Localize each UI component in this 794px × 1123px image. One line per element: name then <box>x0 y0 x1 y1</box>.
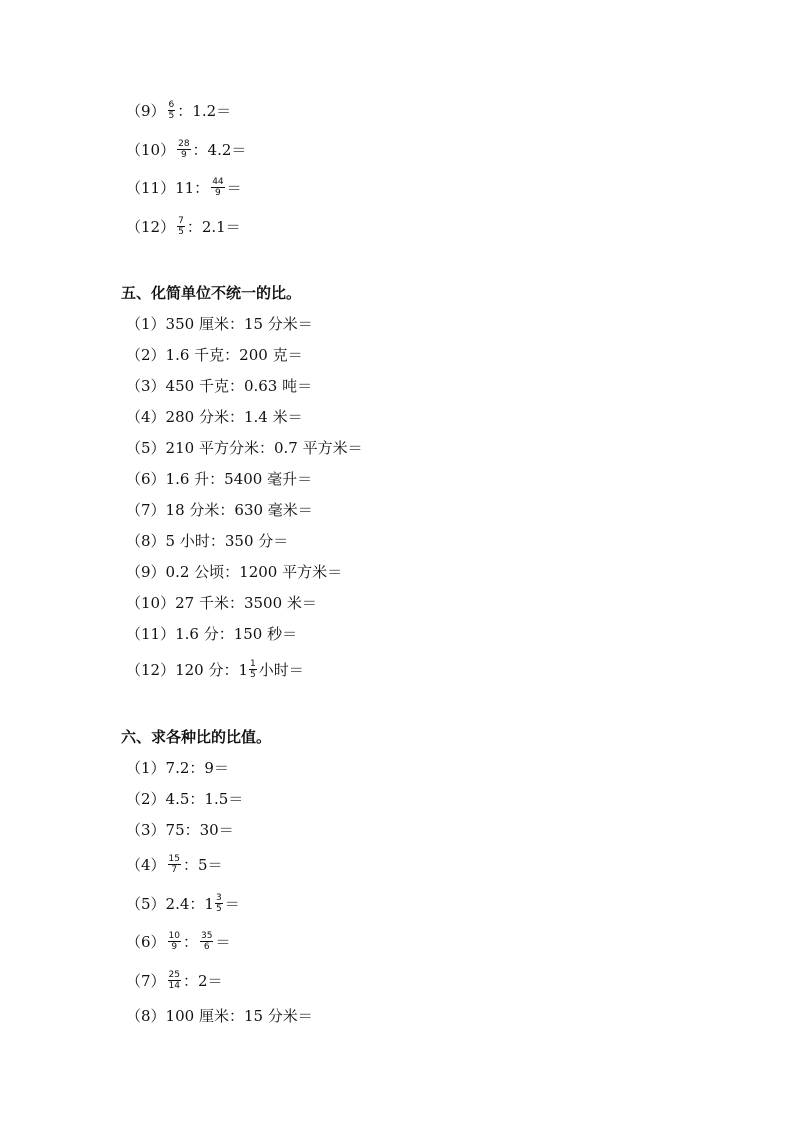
fraction-numerator: 3 <box>215 893 222 903</box>
item-index: （1） <box>126 759 166 777</box>
problem-item <box>126 820 234 840</box>
fraction-denominator: 7 <box>171 865 178 875</box>
item-prefix: 2.4： <box>165 894 205 913</box>
fraction-denominator: 9 <box>171 942 178 952</box>
fraction-numerator: 44 <box>212 177 224 187</box>
item-rest: ：2.1＝ <box>186 217 241 236</box>
item-index: （12） <box>126 660 176 679</box>
item-text: 100 厘米：15 分米＝ <box>165 1007 313 1025</box>
item-text: 27 千米：3500 米＝ <box>175 594 317 612</box>
item-index: （10） <box>126 140 176 159</box>
problem-item <box>126 345 303 365</box>
item-index: （6） <box>126 470 166 488</box>
item-prefix: 120 分： <box>175 660 239 679</box>
problem-item <box>126 100 231 121</box>
item-index: （3） <box>126 377 166 395</box>
item-index: （8） <box>126 532 166 550</box>
problem-item <box>126 659 304 680</box>
item-index: （9） <box>126 563 166 581</box>
fraction-numerator: 25 <box>168 970 180 980</box>
fraction <box>249 659 257 680</box>
fraction <box>168 970 181 991</box>
problem-item <box>126 216 241 237</box>
item-rest: 小时＝ <box>258 660 304 679</box>
item-index: （11） <box>126 178 176 197</box>
item-rest: ＝ <box>215 932 231 951</box>
item-index: （4） <box>126 408 166 426</box>
problem-item <box>126 531 288 551</box>
fraction <box>168 931 181 952</box>
item-index: （9） <box>126 101 166 120</box>
item-rest: ：2＝ <box>183 971 223 990</box>
problem-item <box>126 593 317 613</box>
item-prefix: 11： <box>175 178 210 197</box>
fraction-numerator: 7 <box>178 216 184 226</box>
problem-item <box>126 758 229 778</box>
fraction-denominator: 5 <box>168 111 175 121</box>
fraction-numerator: 10 <box>168 931 180 941</box>
item-text: 280 分米：1.4 米＝ <box>165 408 303 426</box>
section-heading: 五、化简单位不统一的比。 <box>121 284 302 302</box>
fraction <box>177 216 185 237</box>
item-index: （2） <box>126 790 166 808</box>
item-text: 4.5：1.5＝ <box>165 790 244 808</box>
fraction <box>215 893 223 914</box>
problem-item <box>126 438 363 458</box>
problem-item <box>126 314 313 334</box>
problem-item <box>126 1006 313 1026</box>
section-heading: 六、求各种比的比值。 <box>121 728 272 746</box>
item-text: 18 分米：630 毫米＝ <box>165 501 313 519</box>
item-text: 210 平方分米：0.7 平方米＝ <box>165 439 363 457</box>
mixed-number <box>239 659 259 680</box>
fraction-numerator: 28 <box>178 139 190 149</box>
item-index: （8） <box>126 1007 166 1025</box>
problem-item <box>126 970 223 991</box>
item-index: （5） <box>126 894 166 913</box>
item-text: 1.6 升：5400 毫升＝ <box>165 470 313 488</box>
item-text: 1.6 千克：200 克＝ <box>165 346 303 364</box>
problem-item <box>126 500 313 520</box>
fraction-denominator: 5 <box>250 670 256 680</box>
problem-item <box>126 789 243 809</box>
item-index: （1） <box>126 315 166 333</box>
item-rest: ＝ <box>224 894 240 913</box>
fraction-denominator: 14 <box>168 981 180 991</box>
item-text: 5 小时：350 分＝ <box>165 532 289 550</box>
mixed-whole: 1 <box>238 660 249 679</box>
fraction-denominator: 5 <box>178 227 184 237</box>
mixed-number <box>204 893 224 914</box>
item-index: （2） <box>126 346 166 364</box>
item-text: 75：30＝ <box>165 821 234 839</box>
fraction <box>211 177 224 198</box>
fraction <box>168 854 181 875</box>
item-rest: ＝ <box>226 178 242 197</box>
fraction-denominator: 6 <box>203 942 210 952</box>
problem-item <box>126 624 297 644</box>
problem-item <box>126 407 303 427</box>
fraction <box>168 100 176 121</box>
problem-item <box>126 562 342 582</box>
fraction <box>177 139 190 160</box>
fraction-numerator: 15 <box>168 854 180 864</box>
fraction-denominator: 9 <box>215 188 221 198</box>
fraction-denominator: 9 <box>180 150 187 160</box>
item-index: （12） <box>126 217 176 236</box>
item-text: 7.2：9＝ <box>165 759 229 777</box>
item-index: （10） <box>126 594 176 612</box>
ratio-colon: ： <box>183 932 199 951</box>
problem-item <box>126 931 230 952</box>
item-rest: ：1.2＝ <box>177 101 232 120</box>
fraction <box>200 931 213 952</box>
item-index: （4） <box>126 855 166 874</box>
problem-item <box>126 139 246 160</box>
item-index: （5） <box>126 439 166 457</box>
mixed-whole: 1 <box>204 894 214 913</box>
item-index: （3） <box>126 821 166 839</box>
problem-item <box>126 893 240 914</box>
problem-item <box>126 177 242 198</box>
fraction-numerator: 35 <box>201 931 213 941</box>
item-text: 0.2 公顷：1200 平方米＝ <box>165 563 343 581</box>
item-rest: ：4.2＝ <box>192 140 247 159</box>
item-index: （6） <box>126 932 166 951</box>
problem-item <box>126 854 223 875</box>
fraction-numerator: 6 <box>168 100 175 110</box>
item-text: 350 厘米：15 分米＝ <box>165 315 313 333</box>
fraction-denominator: 5 <box>215 904 222 914</box>
item-rest: ：5＝ <box>183 855 223 874</box>
problem-item <box>126 469 312 489</box>
item-index: （11） <box>126 625 176 643</box>
item-index: （7） <box>126 501 166 519</box>
fraction-numerator: 1 <box>250 659 256 669</box>
problem-item <box>126 376 312 396</box>
item-text: 450 千克：0.63 吨＝ <box>165 377 313 395</box>
item-index: （7） <box>126 971 166 990</box>
item-text: 1.6 分：150 秒＝ <box>175 625 298 643</box>
